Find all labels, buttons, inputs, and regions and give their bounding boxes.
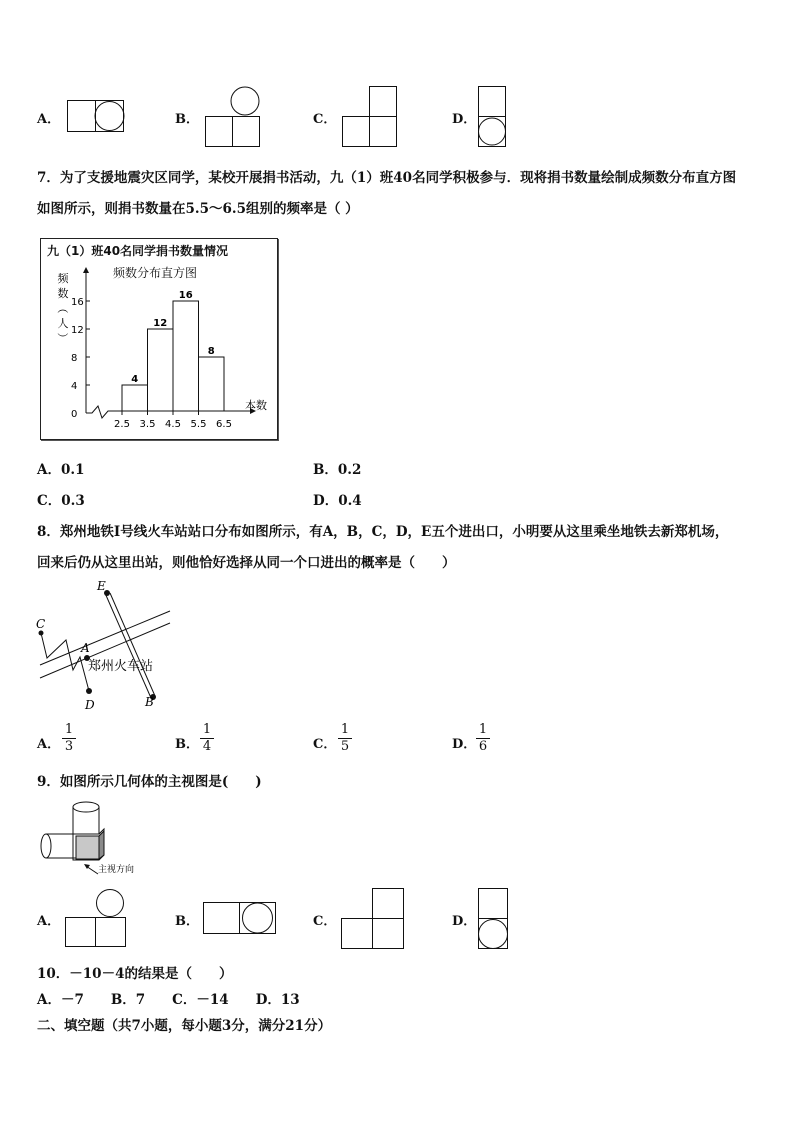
bar-value-label: 4: [131, 374, 139, 385]
q9-option-d-figure[interactable]: [478, 888, 510, 950]
station-map: [35, 578, 175, 713]
y-axis-label-char: 频: [57, 272, 69, 285]
q6-option-a-figure[interactable]: [67, 100, 125, 134]
bar-value-label: 8: [207, 346, 215, 357]
x-tick-label: 4.5: [165, 419, 181, 430]
x-tick-label: 3.5: [139, 419, 156, 430]
q8-option-a-label[interactable]: A．: [37, 737, 61, 752]
histogram-bar: [122, 385, 148, 411]
label-a: A: [81, 641, 90, 655]
q8-stem-line1: 8．郑州地铁Ⅰ号线火车站站口分布如图所示，有A，B，C，D，E五个进出口，小明要从这里乘坐地铁去新郑机场，: [37, 524, 729, 540]
y-tick-label: 16: [71, 297, 84, 308]
label-e: E: [97, 579, 106, 593]
q10-options[interactable]: A．－7 B．7 C．－14 D．13: [37, 992, 300, 1008]
q8-option-c-fraction[interactable]: $\frac{1}{5}$: [338, 722, 352, 755]
y-axis-label-char: 人: [57, 317, 69, 330]
label-c: C: [36, 617, 46, 631]
section-2-title: 二、填空题（共7小题，每小题3分，满分21分）: [37, 1018, 332, 1034]
point-c: [39, 631, 44, 636]
q6-option-d-label[interactable]: D．: [452, 112, 477, 127]
view-direction-label: 主视方向: [98, 865, 135, 875]
q8-option-b-label[interactable]: B．: [175, 737, 199, 752]
q8-option-b-fraction[interactable]: $\frac{1}{4}$: [200, 722, 214, 755]
q7-option-a[interactable]: A．0.1: [37, 462, 85, 478]
y-axis-label-char: ）: [56, 332, 69, 344]
q10-stem: 10．－10－4的结果是（ ）: [37, 966, 233, 982]
q8-stem-line2: 回来后仍从这里出站，则他恰好选择从同一个口进出的概率是（ ）: [37, 555, 456, 571]
q7-option-d[interactable]: D．0.4: [313, 493, 362, 509]
q6-option-c-label[interactable]: C．: [313, 112, 337, 127]
q9-option-a-figure[interactable]: [65, 889, 129, 949]
solid-figure: [38, 798, 143, 878]
y-axis-label-char: （: [56, 302, 69, 314]
bar-value-label: 16: [178, 290, 193, 301]
q8-option-c-label[interactable]: C．: [313, 737, 337, 752]
q9-option-b-figure[interactable]: [203, 902, 277, 936]
histogram-bar: [173, 301, 199, 411]
q9-option-c-label[interactable]: C．: [313, 914, 337, 929]
q6-option-b-label[interactable]: B．: [175, 112, 199, 127]
q9-option-a-label[interactable]: A．: [37, 914, 61, 929]
x-tick-label: 2.5: [114, 419, 130, 430]
x-tick-label: 6.5: [216, 419, 232, 430]
histogram-bar: [148, 329, 174, 411]
y-tick-label: 0: [71, 409, 78, 420]
histogram-chart: [40, 238, 278, 440]
y-tick-label: 8: [71, 353, 78, 364]
y-axis-label-char: 数: [57, 287, 69, 300]
q7-stem-line2: 如图所示，则捐书数量在5.5～6.5组别的频率是（ ）: [37, 201, 359, 217]
y-tick-label: 12: [71, 325, 84, 336]
q9-option-d-label[interactable]: D．: [452, 914, 477, 929]
q7-option-b[interactable]: B．0.2: [313, 462, 362, 478]
histogram-title: 九（1）班40名同学捐书数量情况: [47, 244, 229, 258]
q6-option-c-figure[interactable]: [342, 86, 398, 148]
q6-option-d-figure[interactable]: [478, 86, 508, 148]
station-label: 郑州火车站: [88, 659, 154, 674]
q9-option-b-label[interactable]: B．: [175, 914, 199, 929]
y-axis-arrow: [83, 267, 89, 273]
bar-value-label: 12: [153, 318, 168, 329]
x-tick-label: 5.5: [190, 419, 207, 430]
q8-option-a-fraction[interactable]: $\frac{1}{3}$: [62, 722, 76, 755]
histogram-subtitle: 频数分布直方图: [113, 266, 198, 280]
label-d: D: [85, 698, 95, 712]
q7-option-c[interactable]: C．0.3: [37, 493, 85, 509]
q7-stem-line1: 7．为了支援地震灾区同学，某校开展捐书活动，九（1）班40名同学积极参与．现将捐书数量绘制成频数分布直方图: [37, 170, 737, 186]
q8-option-d-label[interactable]: D．: [452, 737, 477, 752]
q9-option-c-figure[interactable]: [341, 888, 405, 950]
q6-option-b-figure[interactable]: [205, 86, 261, 148]
q6-option-a-label[interactable]: A．: [37, 112, 61, 127]
point-d: [86, 688, 92, 694]
histogram-bar: [199, 357, 225, 411]
q8-option-d-fraction[interactable]: $\frac{1}{6}$: [476, 722, 490, 755]
x-axis-label: 本数: [245, 399, 267, 412]
label-b: B: [145, 695, 154, 709]
q9-stem: 9．如图所示几何体的主视图是( ): [37, 774, 262, 790]
y-tick-label: 4: [71, 381, 78, 392]
